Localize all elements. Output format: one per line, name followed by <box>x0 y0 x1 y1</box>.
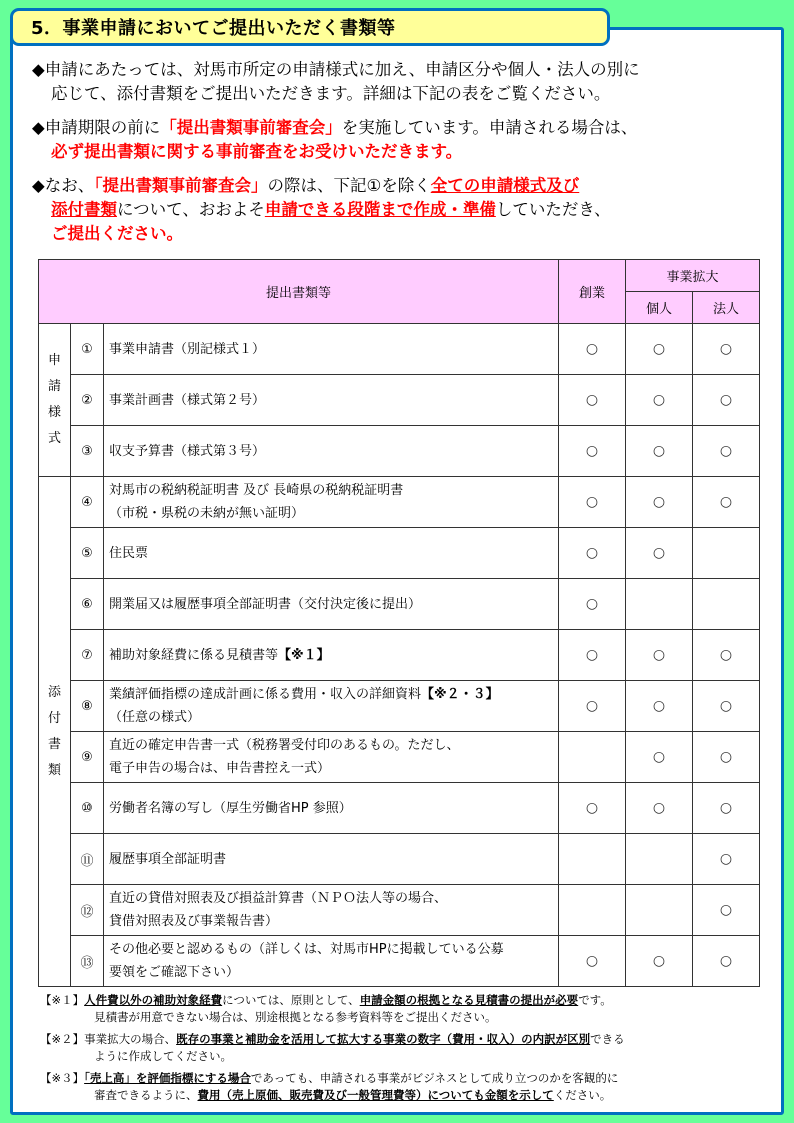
row-number: ⑨ <box>71 732 104 783</box>
footnote-reference: 【※２・３】 <box>421 687 499 702</box>
footnote-text: ください。 <box>553 1088 612 1102</box>
bullet-2-text: を実施しています。申請される場合は、 <box>341 118 638 137</box>
table-row <box>39 528 760 579</box>
header-startup: 創業 <box>559 260 626 324</box>
bullet-1-line-2: 応じて、添付書類をご提出いただきます。詳細は下記の表をご覧ください。 <box>51 84 611 103</box>
document-name-line-1 <box>109 338 558 361</box>
document-name <box>104 681 559 732</box>
pre-review-meeting-emphasis: 「提出書類事前審査会」 <box>160 118 342 137</box>
table-row <box>39 375 760 426</box>
category-char: 類 <box>47 762 61 778</box>
required-mark-startup: ○ <box>559 681 626 732</box>
document-name-line-2: （任意の様式） <box>109 710 201 725</box>
table-row <box>39 783 760 834</box>
row-number: ⑬ <box>71 936 104 987</box>
row-number: ① <box>71 324 104 375</box>
all-forms-emphasis: 全ての申請様式及び <box>430 176 580 195</box>
footnote-text: 審査できるように、 <box>94 1088 198 1102</box>
required-mark-individual: ○ <box>626 528 693 579</box>
required-mark-corporation: ○ <box>693 630 760 681</box>
footnote-label: 【※２】 <box>40 1032 85 1046</box>
header-individual: 個人 <box>626 292 693 324</box>
required-mark-individual <box>626 579 693 630</box>
bullet-2-text: ◆申請期限の前に <box>32 118 161 137</box>
footnote-emphasis: 費用（売上原価、販売費及び一般管理費等）についても金額を示して <box>197 1088 554 1102</box>
document-name-text: 住民票 <box>109 545 149 561</box>
document-name-line-1 <box>109 593 558 616</box>
document-name-text: 事業申請書（別記様式１） <box>109 341 266 357</box>
table-row <box>39 732 760 783</box>
document-name-line-2: （市税・県税の未納が無い証明） <box>109 506 305 521</box>
required-mark-corporation: ○ <box>693 681 760 732</box>
footnote-text: です。 <box>578 993 612 1007</box>
mandatory-review-emphasis: 必ず提出書類に関する事前審査をお受けいただきます。 <box>51 142 463 161</box>
document-name-text: 直近の確定申告書一式（税務署受付印のあるもの。ただし、 <box>109 738 460 753</box>
header-expansion: 事業拡大 <box>626 260 760 292</box>
required-mark-individual: ○ <box>626 681 693 732</box>
required-mark-startup: ○ <box>559 528 626 579</box>
required-mark-individual <box>626 834 693 885</box>
document-name-text: 業績評価指標の達成計画に係る費用・収入の詳細資料 <box>109 687 422 702</box>
footnote-emphasis: 「売上高」を評価指標にする場合 <box>84 1071 251 1085</box>
document-name-text: 収支予算書（様式第３号） <box>109 443 266 459</box>
required-mark-corporation: ○ <box>693 477 760 528</box>
required-mark-startup: ○ <box>559 324 626 375</box>
document-name-line-1 <box>109 797 558 820</box>
category-attachments <box>39 477 71 987</box>
document-name-line-2: 貸借対照表及び事業報告書） <box>109 914 279 929</box>
attachments-emphasis: 添付書類 <box>51 200 117 219</box>
category-char: 申 <box>47 353 61 368</box>
required-mark-corporation: ○ <box>693 834 760 885</box>
footnote-emphasis: 申請金額の根拠となる見積書の提出が必要 <box>359 993 579 1007</box>
row-number: ⑧ <box>71 681 104 732</box>
bullet-1 <box>32 58 772 106</box>
category-char: 式 <box>47 431 61 446</box>
footnote-3 <box>40 1070 770 1104</box>
bullet-2-line-1 <box>32 116 772 140</box>
document-name-line-2: 要領をご確認下さい） <box>109 965 240 980</box>
required-mark-individual: ○ <box>626 375 693 426</box>
footnote-continuation: 見積書が用意できない場合は、別途根拠となる参考資料等をご提出ください。 <box>94 1010 497 1024</box>
required-mark-startup <box>559 732 626 783</box>
table-row <box>39 426 760 477</box>
bullet-3-line-2 <box>32 198 772 222</box>
document-name-line-1 <box>109 938 558 961</box>
category-char: 添 <box>47 684 61 700</box>
section-title-text: 5．事業申請においてご提出いただく書類等 <box>31 18 396 39</box>
footnote-continuation <box>40 1087 770 1104</box>
row-number: ③ <box>71 426 104 477</box>
section-title <box>10 8 610 46</box>
required-mark-individual: ○ <box>626 426 693 477</box>
required-mark-individual: ○ <box>626 732 693 783</box>
footnote-label: 【※３】 <box>40 1071 85 1085</box>
required-mark-corporation: ○ <box>693 426 760 477</box>
required-mark-startup: ○ <box>559 477 626 528</box>
header-corporation: 法人 <box>693 292 760 324</box>
required-mark-corporation: ○ <box>693 732 760 783</box>
document-name <box>104 885 559 936</box>
category-char: 付 <box>47 710 61 726</box>
document-name-line-1 <box>109 542 558 565</box>
document-name-text: 労働者名簿の写し（厚生労働省HP 参照） <box>109 800 352 816</box>
footnote-emphasis: 人件費以外の補助対象経費 <box>84 993 223 1007</box>
required-mark-startup: ○ <box>559 630 626 681</box>
required-mark-individual: ○ <box>626 630 693 681</box>
document-name-line-1 <box>109 848 558 871</box>
document-name-line-1 <box>109 479 558 502</box>
footnote-continuation: ように作成してください。 <box>94 1049 232 1063</box>
required-mark-individual: ○ <box>626 936 693 987</box>
bullet-3-text: の際は、下記①を除く <box>267 176 431 195</box>
footnote-text: については、原則として、 <box>222 993 360 1007</box>
category-char: 書 <box>47 736 61 752</box>
document-name <box>104 783 559 834</box>
required-mark-startup: ○ <box>559 783 626 834</box>
intro-bullets <box>32 58 772 256</box>
document-name <box>104 528 559 579</box>
document-name-text: 対馬市の税納税証明書 及び 長崎県の税納税証明書 <box>109 483 404 498</box>
bullet-3-line-3 <box>32 222 772 246</box>
required-mark-startup: ○ <box>559 936 626 987</box>
row-number: ④ <box>71 477 104 528</box>
required-mark-individual: ○ <box>626 477 693 528</box>
document-name <box>104 375 559 426</box>
row-number: ⑥ <box>71 579 104 630</box>
required-mark-startup: ○ <box>559 579 626 630</box>
footnote-label: 【※１】 <box>40 993 85 1007</box>
document-name-text: 直近の貸借対照表及び損益計算書（ＮＰＯ法人等の場合、 <box>109 891 448 906</box>
category-char: 請 <box>47 379 61 394</box>
document-name <box>104 732 559 783</box>
required-mark-corporation: ○ <box>693 375 760 426</box>
bullet-3-line-1 <box>32 174 772 198</box>
footnote-reference: 【※１】 <box>278 647 330 663</box>
document-name <box>104 324 559 375</box>
document-name <box>104 630 559 681</box>
bullet-3-text: していただき、 <box>495 200 611 219</box>
required-mark-corporation <box>693 579 760 630</box>
required-mark-corporation: ○ <box>693 885 760 936</box>
document-name <box>104 936 559 987</box>
bullet-3 <box>32 174 772 246</box>
document-name <box>104 477 559 528</box>
row-number: ⑦ <box>71 630 104 681</box>
document-name-line-1 <box>109 683 558 706</box>
required-mark-startup <box>559 885 626 936</box>
required-mark-individual <box>626 885 693 936</box>
required-mark-startup <box>559 834 626 885</box>
required-mark-corporation: ○ <box>693 324 760 375</box>
document-name-line-1 <box>109 389 558 412</box>
category-application-forms <box>39 324 71 477</box>
footnote-text: であっても、申請される事業がビジネスとして成り立つのかを客観的に <box>250 1071 619 1085</box>
table-row <box>39 477 760 528</box>
table-row <box>39 936 760 987</box>
row-number: ⑩ <box>71 783 104 834</box>
document-name-line-1 <box>109 440 558 463</box>
header-documents: 提出書類等 <box>39 260 559 324</box>
submit-emphasis: ご提出ください。 <box>51 224 183 243</box>
bullet-2-line-2 <box>32 140 772 164</box>
document-name <box>104 834 559 885</box>
footnote-1 <box>40 992 770 1026</box>
row-number: ② <box>71 375 104 426</box>
footnote-emphasis: 既存の事業と補助金を活用して拡大する事業の数字（費用・収入）の内訳が区別 <box>176 1032 591 1046</box>
category-char: 様 <box>47 405 61 420</box>
table-row <box>39 885 760 936</box>
row-number: ⑤ <box>71 528 104 579</box>
required-mark-startup: ○ <box>559 375 626 426</box>
document-name-line-1 <box>109 734 558 757</box>
required-mark-startup: ○ <box>559 426 626 477</box>
document-name-line-2: 電子申告の場合は、申告書控え一式） <box>109 761 331 776</box>
required-mark-corporation: ○ <box>693 783 760 834</box>
document-name-line-1 <box>109 644 558 667</box>
footnotes <box>40 992 770 1109</box>
required-mark-individual: ○ <box>626 783 693 834</box>
footnote-2 <box>40 1031 770 1065</box>
bullet-3-text: について、おおよそ <box>117 200 265 219</box>
row-number: ⑪ <box>71 834 104 885</box>
document-name-line-1 <box>109 887 558 910</box>
document-name-text: 履歴事項全部証明書 <box>109 851 227 867</box>
table-row <box>39 834 760 885</box>
bullet-2 <box>32 116 772 164</box>
document-name <box>104 579 559 630</box>
document-name-text: その他必要と認めるもの（詳しくは、対馬市HPに掲載している公募 <box>109 942 504 957</box>
table-row <box>39 681 760 732</box>
table-row <box>39 630 760 681</box>
footnote-text: できる <box>590 1032 625 1046</box>
table-row <box>39 579 760 630</box>
required-mark-individual: ○ <box>626 324 693 375</box>
document-name <box>104 426 559 477</box>
required-mark-corporation <box>693 528 760 579</box>
documents-table <box>38 259 760 987</box>
bullet-3-text: ◆なお、 <box>32 176 95 195</box>
document-name-text: 補助対象経費に係る見積書等 <box>109 647 279 663</box>
bullet-1-line-1: ◆申請にあたっては、対馬市所定の申請様式に加え、申請区分や個人・法人の別に <box>32 60 640 79</box>
prepare-emphasis: 申請できる段階まで作成・準備 <box>264 200 496 219</box>
table-row <box>39 324 760 375</box>
document-name-text: 開業届又は履歴事項全部証明書（交付決定後に提出） <box>109 596 422 612</box>
footnote-text: 事業拡大の場合、 <box>84 1032 177 1046</box>
pre-review-meeting-emphasis: 「提出書類事前審査会」 <box>94 176 268 195</box>
required-mark-corporation: ○ <box>693 936 760 987</box>
row-number: ⑫ <box>71 885 104 936</box>
document-name-text: 事業計画書（様式第２号） <box>109 392 266 408</box>
